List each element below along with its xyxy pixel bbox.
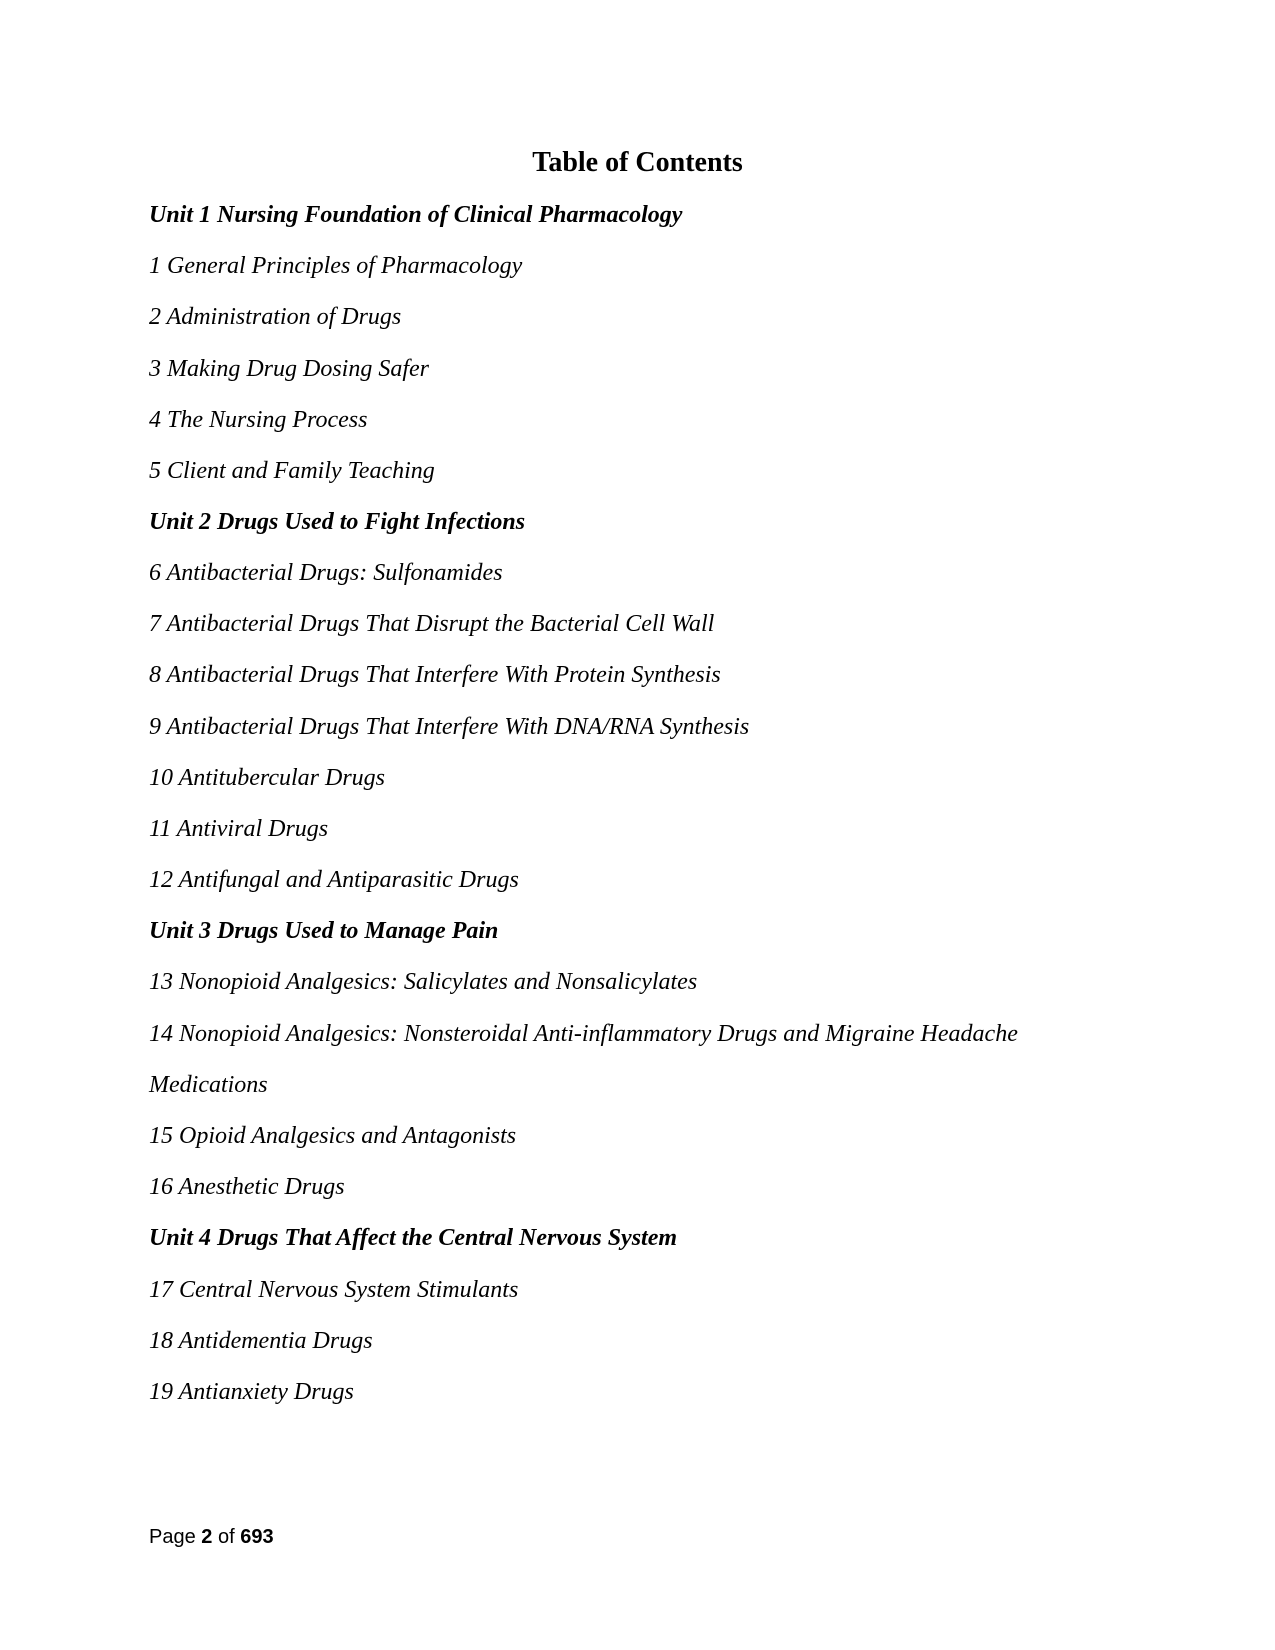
toc-chapter-entry: 9 Antibacterial Drugs That Interfere With DNA/RNA Synthesis <box>149 714 750 740</box>
toc-chapter-entry: 6 Antibacterial Drugs: Sulfonamides <box>149 560 503 586</box>
toc-chapter-entry: 3 Making Drug Dosing Safer <box>149 356 429 382</box>
toc-chapter-entry: 1 General Principles of Pharmacology <box>149 253 523 279</box>
toc-chapter-entry: 16 Anesthetic Drugs <box>149 1174 345 1200</box>
toc-chapter-entry: 15 Opioid Analgesics and Antagonists <box>149 1123 517 1149</box>
page-title: Table of Contents <box>532 147 743 178</box>
toc-chapter-entry: 5 Client and Family Teaching <box>149 458 435 484</box>
toc-unit-heading: Unit 3 Drugs Used to Manage Pain <box>149 918 499 944</box>
toc-chapter-entry: 14 Nonopioid Analgesics: Nonsteroidal Anti-inflammatory Drugs and Migraine Headache <box>149 1021 1018 1047</box>
toc-unit-heading: Unit 1 Nursing Foundation of Clinical Pharmacology <box>149 202 683 228</box>
total-pages: 693 <box>240 1526 274 1548</box>
toc-chapter-entry: 2 Administration of Drugs <box>149 304 402 330</box>
of-label: of <box>217 1526 235 1548</box>
toc-chapter-entry: 17 Central Nervous System Stimulants <box>149 1277 519 1303</box>
toc-chapter-entry: 18 Antidementia Drugs <box>149 1328 373 1354</box>
page-footer <box>149 1524 274 1550</box>
toc-chapter-entry: 13 Nonopioid Analgesics: Salicylates and Nonsalicylates <box>149 969 698 995</box>
page-label: Page <box>149 1526 196 1548</box>
toc-chapter-entry: 19 Antianxiety Drugs <box>149 1379 354 1405</box>
toc-chapter-entry-continued: Medications <box>149 1072 268 1098</box>
toc-chapter-entry: 8 Antibacterial Drugs That Interfere With Protein Synthesis <box>149 662 721 688</box>
toc-chapter-entry: 10 Antitubercular Drugs <box>149 765 386 791</box>
toc-chapter-entry: 4 The Nursing Process <box>149 407 368 433</box>
current-page-number: 2 <box>201 1526 213 1548</box>
toc-chapter-entry: 11 Antiviral Drugs <box>149 816 329 842</box>
toc-chapter-entry: 12 Antifungal and Antiparasitic Drugs <box>149 867 519 893</box>
toc-unit-heading: Unit 2 Drugs Used to Fight Infections <box>149 509 526 535</box>
toc-chapter-entry: 7 Antibacterial Drugs That Disrupt the Bacterial Cell Wall <box>149 611 715 637</box>
toc-unit-heading: Unit 4 Drugs That Affect the Central Nervous System <box>149 1225 678 1251</box>
